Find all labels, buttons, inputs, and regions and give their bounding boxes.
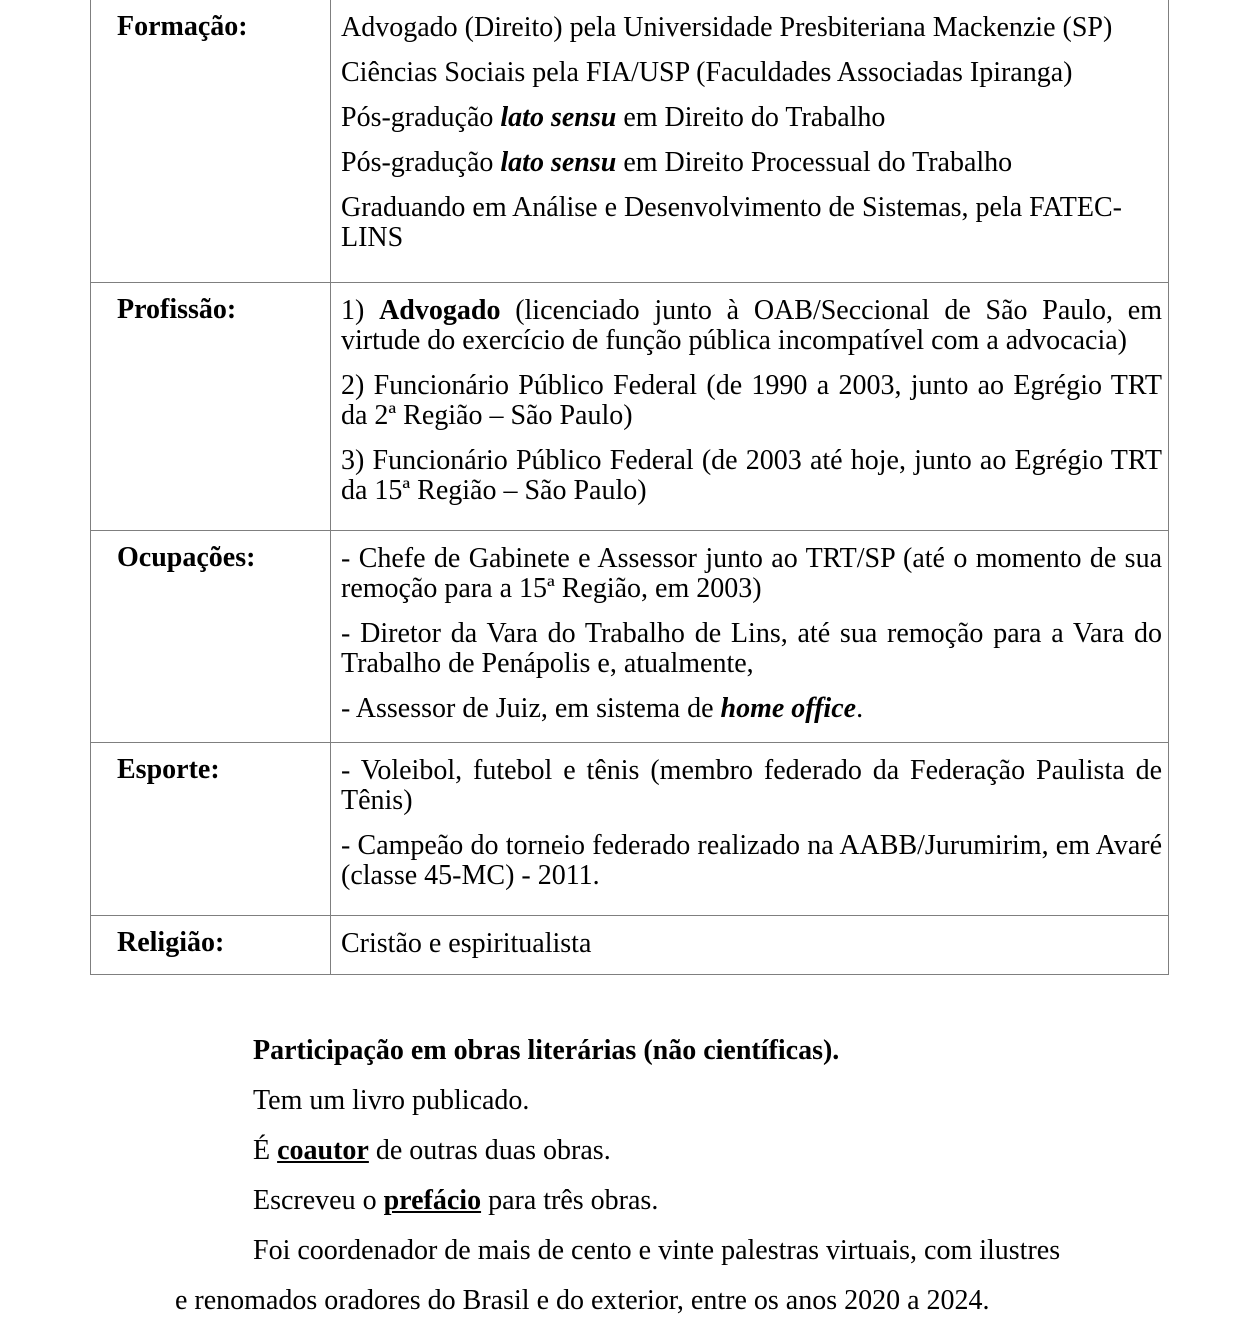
text-segment-emphasis: lato sensu	[500, 147, 617, 178]
text-segment: Advogado (Direito) pela Universidade Presbiteriana Mackenzie (SP)	[341, 12, 1113, 43]
text-segment: - Chefe de Gabinete e Assessor junto ao TRT/SP (até o momento de sua remoção para a 15ª Região, em 2003)	[341, 542, 1162, 604]
paragraph	[175, 1136, 1175, 1166]
paragraph	[175, 1236, 1175, 1266]
paragraph	[341, 13, 1162, 43]
text-segment-emphasis: home office	[720, 692, 857, 724]
text-segment: 3) Funcionário Público Federal (de 2003 até hoje, junto ao Egrégio TRT da 15ª Região – São Paulo)	[341, 444, 1162, 506]
paragraph	[341, 58, 1162, 88]
row-label-cell	[91, 742, 331, 915]
text-segment: Pós-gradução	[341, 102, 501, 133]
text-segment: - Campeão do torneio federado realizado na AABB/Jurumirim, em Avaré (classe 45-MC) - 2011.	[341, 829, 1162, 891]
row-label: Formação:	[117, 11, 248, 42]
row-label: Profissão:	[117, 293, 237, 325]
row-content-cell	[331, 0, 1169, 282]
text-segment: para três obras.	[481, 1185, 659, 1216]
paragraph	[341, 694, 1162, 724]
table-row-profissao	[91, 282, 1169, 530]
text-segment: Cristão e espiritualista	[341, 927, 592, 959]
table-row-ocupacoes	[91, 530, 1169, 742]
row-content-cell	[331, 282, 1169, 530]
text-segment: Graduando em Análise e Desenvolvimento de Sistemas, pela FATEC-LINS	[341, 192, 1122, 253]
text-segment: em Direito do Trabalho	[616, 102, 886, 133]
paragraph	[341, 371, 1162, 431]
paragraph	[175, 1086, 1175, 1116]
row-label: Esporte:	[117, 753, 220, 785]
row-label-cell	[91, 0, 331, 282]
text-segment: (licenciado junto à OAB/Seccional de São Paulo, em virtude do exercício de função pública incompatível com a advocacia)	[341, 294, 1162, 356]
text-segment: .	[856, 692, 864, 724]
paragraph	[341, 619, 1162, 679]
literary-heading: Participação em obras literárias (não científicas).	[253, 1035, 840, 1066]
text-segment: É	[253, 1135, 278, 1166]
text-segment: e renomados oradores do Brasil e do exterior, entre os anos 2020 a 2024.	[175, 1285, 990, 1316]
text-segment: Pós-gradução	[341, 147, 501, 178]
text-segment: 1)	[341, 294, 380, 326]
table-row-formacao	[91, 0, 1169, 282]
paragraph	[341, 103, 1162, 133]
text-segment-bold: Advogado	[379, 294, 501, 326]
text-segment: Ciências Sociais pela FIA/USP (Faculdades Associadas Ipiranga)	[341, 57, 1073, 88]
paragraph	[341, 193, 1162, 253]
row-label: Ocupações:	[117, 541, 256, 573]
paragraph	[341, 148, 1162, 178]
text-segment: Escreveu o	[253, 1185, 384, 1216]
row-label-cell	[91, 530, 331, 742]
text-segment: - Assessor de Juiz, em sistema de	[341, 692, 721, 724]
text-segment: - Voleibol, futebol e tênis (membro federado da Federação Paulista de Tênis)	[341, 754, 1162, 816]
paragraph	[341, 929, 1162, 959]
text-segment-bold-underline: coautor	[277, 1135, 369, 1166]
paragraph	[341, 296, 1162, 356]
bio-table	[90, 0, 1169, 975]
paragraph-continuation	[175, 1286, 1175, 1316]
row-label-cell	[91, 915, 331, 974]
row-label-cell	[91, 282, 331, 530]
table-row-esporte	[91, 742, 1169, 915]
text-segment: 2) Funcionário Público Federal (de 1990 a 2003, junto ao Egrégio TRT da 2ª Região – São Paulo)	[341, 369, 1162, 431]
table-row-religiao	[91, 915, 1169, 974]
text-segment-emphasis: lato sensu	[500, 102, 617, 133]
text-segment: Foi coordenador de mais de cento e vinte palestras virtuais, com ilustres	[253, 1235, 1061, 1266]
paragraph	[341, 756, 1162, 816]
literary-section	[90, 1036, 1175, 1335]
paragraph	[341, 831, 1162, 891]
row-content-cell	[331, 915, 1169, 974]
text-segment: Tem um livro publicado.	[253, 1085, 530, 1116]
paragraph	[341, 544, 1162, 604]
text-segment: de outras duas obras.	[368, 1135, 611, 1166]
row-label: Religião:	[117, 926, 225, 958]
paragraph	[175, 1186, 1175, 1216]
row-content-cell	[331, 742, 1169, 915]
text-segment: - Diretor da Vara do Trabalho de Lins, até sua remoção para a Vara do Trabalho de Penápolis e, atualmente,	[341, 617, 1162, 679]
text-segment-bold-underline: prefácio	[383, 1185, 482, 1216]
row-content-cell	[331, 530, 1169, 742]
paragraph	[341, 446, 1162, 506]
text-segment: em Direito Processual do Trabalho	[616, 147, 1013, 178]
